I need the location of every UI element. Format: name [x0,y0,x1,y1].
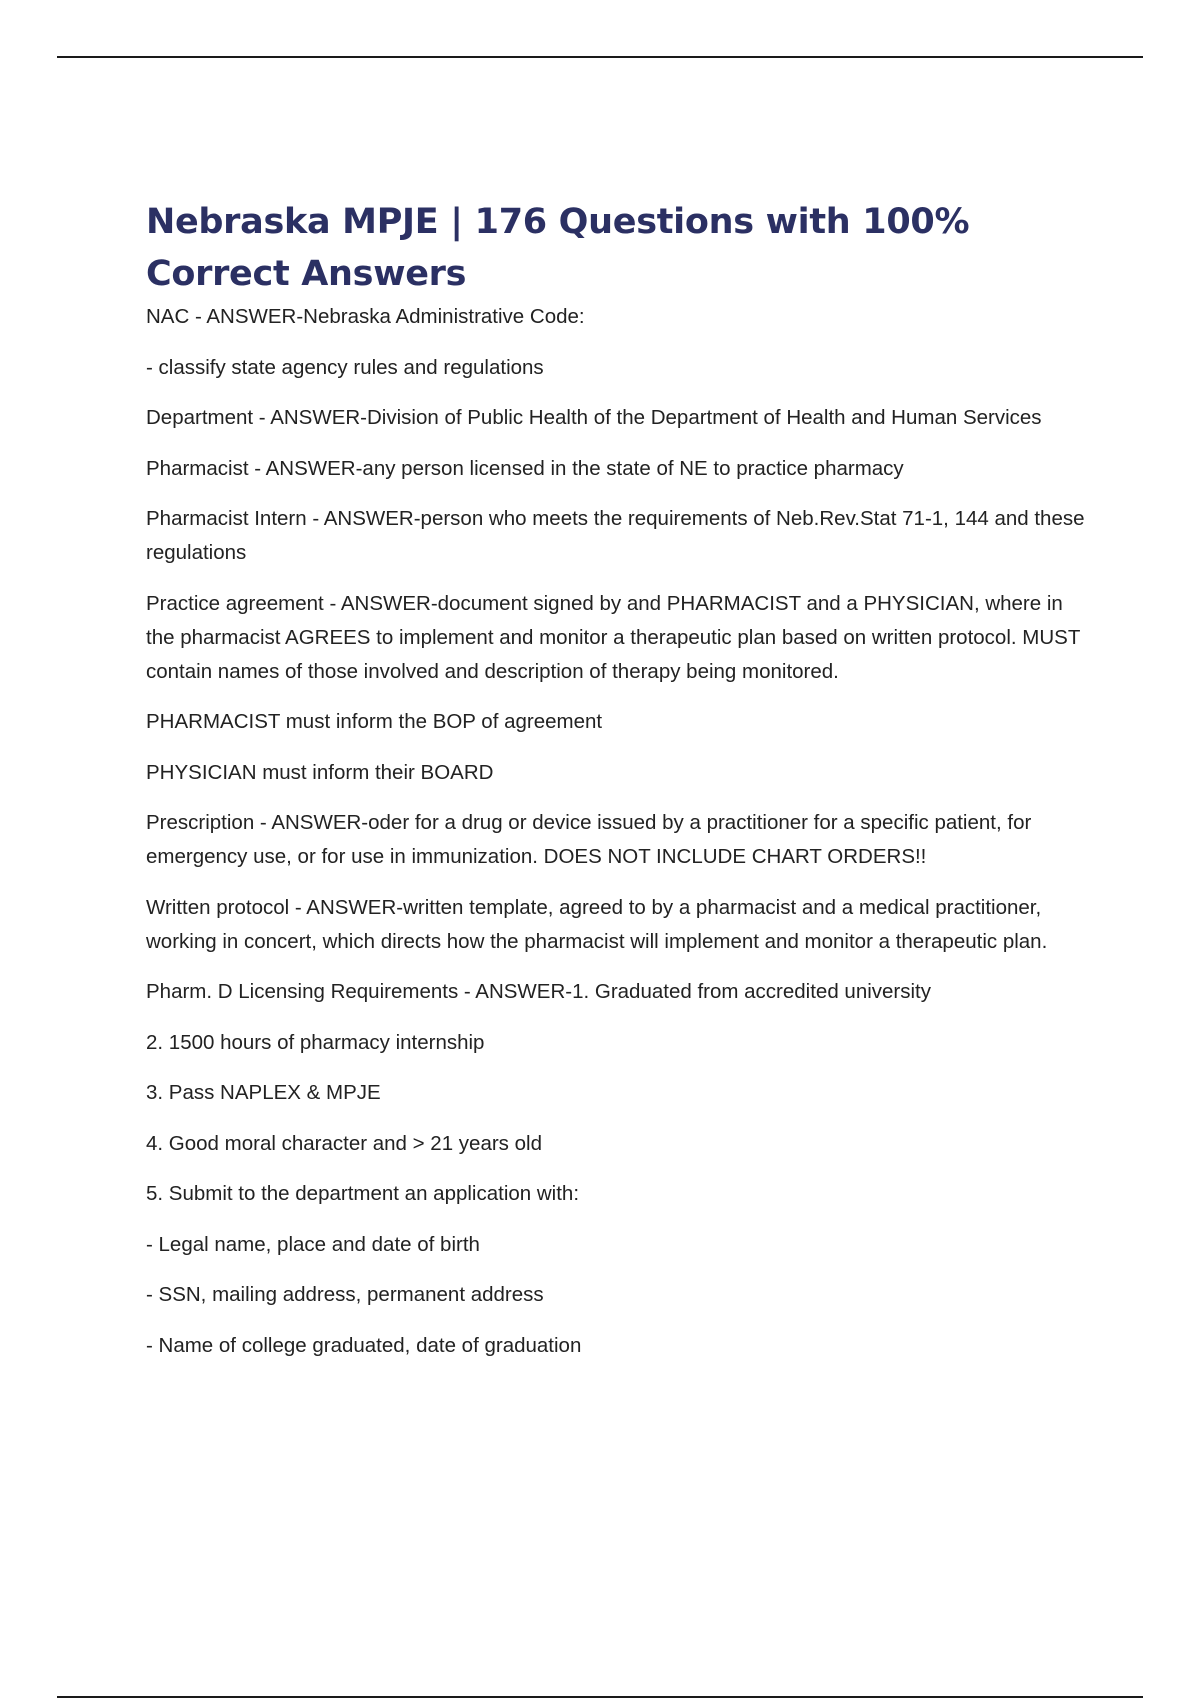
entry-list [146,300,1096,1363]
document-body [146,196,1096,1379]
entry-application-item-1: - Legal name, place and date of birth [146,1232,480,1256]
entry-requirement-2: 2. 1500 hours of pharmacy internship [146,1030,485,1054]
entry-pharmacist-inform: PHARMACIST must inform the BOP of agreement [146,710,603,733]
entry-written-protocol: Written protocol - ANSWER-written template, agreed to by a pharmacist and a medical practitioner, working in concert, which directs how the pharmacist will implement and monitor a therapeutic plan. [146,895,1048,953]
entry-pharmacist-intern: Pharmacist Intern - ANSWER-person who meets the requirements of Neb.Rev.Stat 71-1, 144 and these regulations [146,507,1085,564]
footer-rule [57,1696,1143,1698]
entry-pharmacist: Pharmacist - ANSWER-any person licensed in the state of NE to practice pharmacy [146,456,904,480]
entry-application-item-2: - SSN, mailing address, permanent address [146,1283,544,1306]
entry-licensing-requirements: Pharm. D Licensing Requirements - ANSWER-1. Graduated from accredited university [146,980,932,1003]
entry-nac-detail: - classify state agency rules and regulations [146,355,544,379]
entry-requirement-3: 3. Pass NAPLEX & MPJE [146,1081,381,1104]
document-title: Nebraska MPJE | 176 Questions with 100% Correct Answers [146,202,970,294]
entry-nac: NAC - ANSWER-Nebraska Administrative Code: [146,305,585,328]
entry-physician-inform: PHYSICIAN must inform their BOARD [146,760,494,784]
entry-requirement-5: 5. Submit to the department an application with: [146,1182,580,1205]
entry-practice-agreement: Practice agreement - ANSWER-document signed by and PHARMACIST and a PHYSICIAN, where in the pharmacist AGREES to implement and monitor a therapeutic plan based on written protocol. MUST contain names of those involved and description of therapy being monitored. [146,591,1080,683]
entry-application-item-3: - Name of college graduated, date of graduation [146,1333,582,1357]
entry-prescription: Prescription - ANSWER-oder for a drug or device issued by a practitioner for a specific patient, for emergency use, or for use in immunization. DOES NOT INCLUDE CHART ORDERS!! [146,811,1032,868]
header-rule [57,56,1143,58]
entry-department: Department - ANSWER-Division of Public Health of the Department of Health and Human Services [146,406,1042,429]
entry-requirement-4: 4. Good moral character and > 21 years old [146,1131,542,1155]
